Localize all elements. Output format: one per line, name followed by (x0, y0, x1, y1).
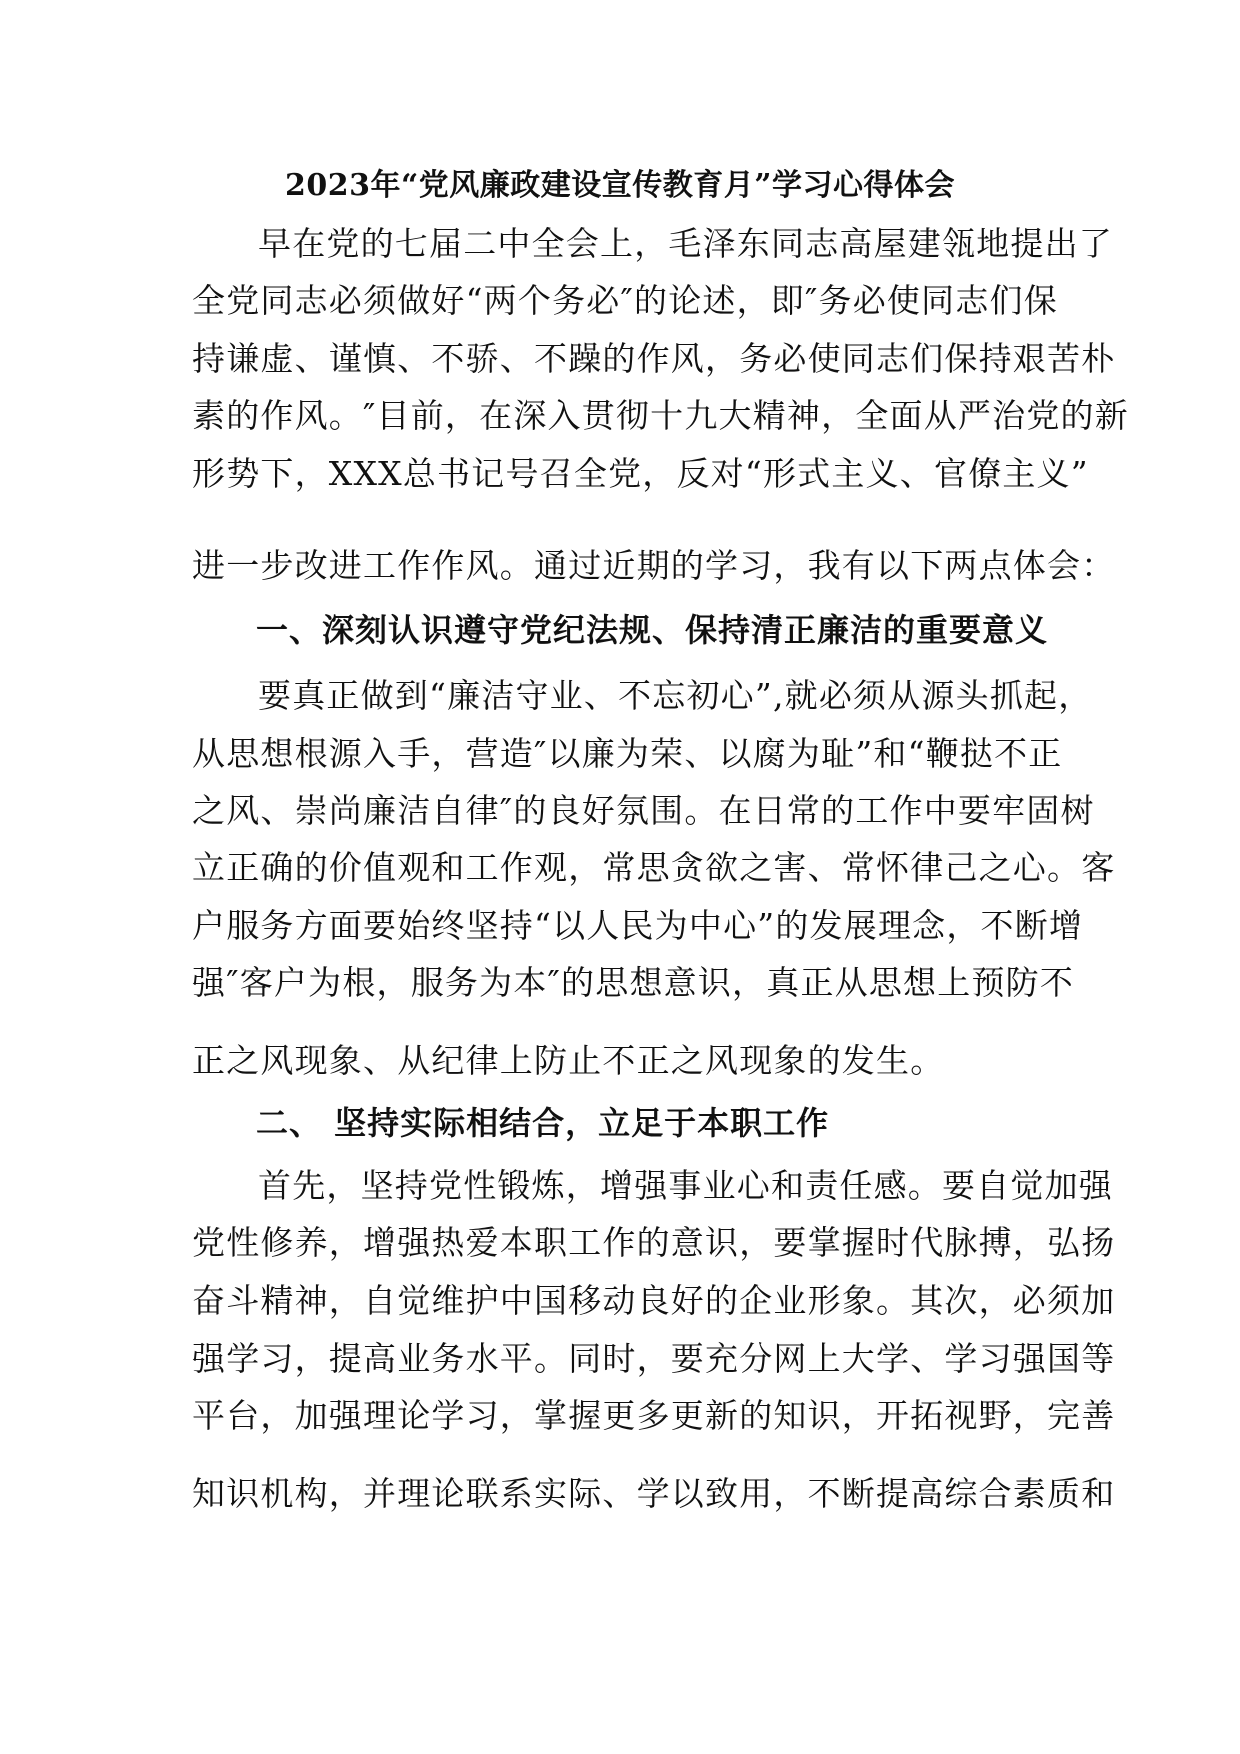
paragraph-line: 素的作风。″目前，在深入贯彻十九大精神，全面从严治党的新 (192, 396, 1129, 435)
paragraph-line: 平台，加强理论学习，掌握更多更新的知识，开拓视野，完善 (192, 1396, 1116, 1435)
paragraph-line: 强″客户为根，服务为本″的思想意识，真正从思想上预防不 (192, 963, 1075, 1002)
paragraph-line: 早在党的七届二中全会上，毛泽东同志高屋建瓴地提出了 (258, 224, 1113, 263)
paragraph-line: 之风、崇尚廉洁自律″的良好氛围。在日常的工作中要牢固树 (192, 791, 1095, 830)
paragraph-line: 户服务方面要始终坚持“以人民为中心”的发展理念，不断增 (192, 906, 1084, 945)
paragraph-line: 全党同志必须做好“两个务必″的论述，即″务必使同志们保 (192, 281, 1058, 320)
section-heading: 二、 坚持实际相结合，立足于本职工作 (256, 1104, 830, 1142)
paragraph-line: 形势下，XXX总书记号召全党，反对“形式主义、官僚主义” (192, 454, 1089, 493)
document-title: 2023年“党风廉政建设宣传教育月”学习心得体会 (284, 168, 955, 203)
paragraph-line: 立正确的价值观和工作观，常思贪欲之害、常怀律己之心。客 (192, 848, 1116, 887)
paragraph-line: 进一步改进工作作风。通过近期的学习，我有以下两点体会： (192, 546, 1116, 585)
paragraph-line: 奋斗精神，自觉维护中国移动良好的企业形象。其次，必须加 (192, 1281, 1116, 1320)
section-heading: 一、深刻认识遵守党纪法规、保持清正廉洁的重要意义 (256, 611, 1049, 649)
paragraph-line: 要真正做到“廉洁守业、不忘初心”,就必须从源头抓起， (258, 676, 1093, 715)
paragraph-line: 强学习，提高业务水平。同时，要充分网上大学、学习强国等 (192, 1339, 1116, 1378)
paragraph-line: 正之风现象、从纪律上防止不正之风现象的发生。 (192, 1041, 945, 1080)
paragraph-line: 知识机构，并理论联系实际、学以致用，不断提高综合素质和 (192, 1474, 1116, 1513)
paragraph-line: 首先，坚持党性锻炼，增强事业心和责任感。要自觉加强 (258, 1166, 1113, 1205)
paragraph-line: 党性修养，增强热爱本职工作的意识，要掌握时代脉搏，弘扬 (192, 1223, 1116, 1262)
paragraph-line: 从思想根源入手，营造″以廉为荣、以腐为耻”和“鞭挞不正 (192, 734, 1063, 773)
paragraph-line: 持谦虚、谨慎、不骄、不躁的作风，务必使同志们保持艰苦朴 (192, 339, 1116, 378)
